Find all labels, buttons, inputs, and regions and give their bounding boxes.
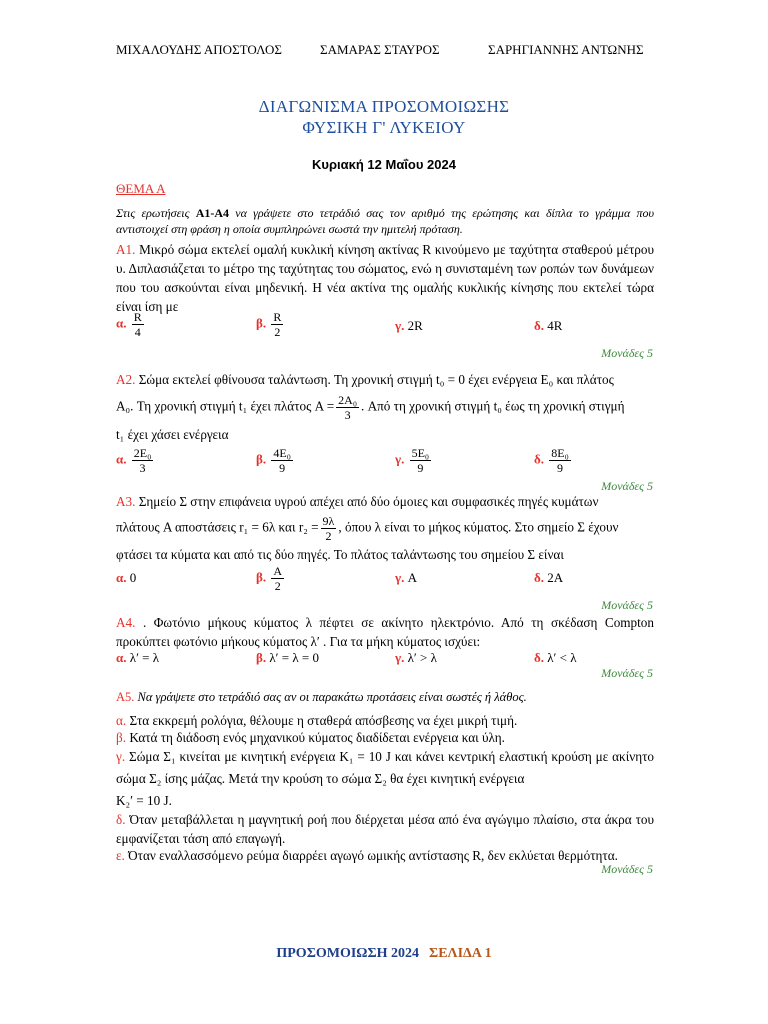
a2-option-b: β. $\frac{\text{4E₀}}{9}$ bbox=[256, 446, 291, 475]
page-footer bbox=[0, 946, 768, 962]
section-heading: ΘΕΜΑ Α bbox=[116, 181, 166, 196]
question-a2-line3: t₁ έχει χάσει ενέργεια bbox=[116, 427, 229, 442]
footer-title: ΠΡΟΣΟΜΟΙΩΣΗ 2024 bbox=[276, 946, 420, 961]
a5-item-b: β. Κατά τη διάδοση ενός μηχανικού κύματος διαδίδεται ενέργεια και ύλη. bbox=[116, 730, 505, 745]
a5-item-a: α. Στα εκκρεμή ρολόγια, θέλουμε η σταθερά απόσβεσης να έχει μικρή τιμή. bbox=[116, 713, 518, 728]
a1-option-d: δ. 4R bbox=[534, 318, 563, 333]
a3-option-b: β. $\frac{A}{2}$ bbox=[256, 564, 283, 593]
a5-item-d: δ. Όταν μεταβάλλεται η μαγνητική ροή που διέρχεται μέσα από ένα αγώγιμο πλαίσιο, στα άκρα του εμφανίζεται τάση από επαγωγή. bbox=[116, 812, 654, 846]
a3-option-c: γ. A bbox=[395, 570, 417, 585]
a1-option-b: β. $\frac{R}{2}$ bbox=[256, 310, 282, 339]
units-a5: Μονάδες 5 bbox=[601, 862, 653, 876]
footer-page: ΣΕΛΙΔΑ 1 bbox=[429, 946, 492, 961]
a2-option-a: α. $\frac{\text{2E₀}}{3}$ bbox=[116, 446, 152, 475]
question-a3-line1: Α3. Σημείο Σ στην επιφάνεια υγρού απέχει από δύο όμοιες και συμφασικές πηγές κυμάτων bbox=[116, 494, 599, 509]
question-a4: Α4. . Φωτόνιο μήκους κύματος λ πέφτει σε ακίνητο ηλεκτρόνιο. Από τη σκέδαση Compton προκύπτει φωτόνιο μήκους κύματος λ′ . Για τα μήκη κύματος ισχύει: bbox=[116, 615, 654, 649]
a2-option-c: γ. $\frac{\text{5E₀}}{9}$ bbox=[395, 446, 430, 475]
a4-option-b: β. λ′ = λ = 0 bbox=[256, 650, 319, 665]
author-1: ΜΙΧΑΛΟΥΔΗΣ ΑΠΟΣΤΟΛΟΣ bbox=[116, 42, 282, 57]
author-3: ΣΑΡΗΓΙΑΝΝΗΣ ΑΝΤΩΝΗΣ bbox=[488, 42, 644, 57]
question-a2-line2: A₀. Τη χρονική στιγμή t₁ έχει πλάτος A = $\frac{\text{2A₀}}{3}$ . Από τη χρονική στιγμή t₀ έως τη χρονική στιγμή bbox=[116, 393, 625, 422]
question-a5: Α5. Να γράψετε στο τετράδιό σας αν οι παρακάτω προτάσεις είναι σωστές ή λάθος. bbox=[116, 690, 527, 704]
a1-option-c: γ. 2R bbox=[395, 318, 423, 333]
units-a2: Μονάδες 5 bbox=[601, 479, 653, 493]
exam-title: ΔΙΑΓΩΝΙΣΜΑ ΠΡΟΣΟΜΟΙΩΣΗΣ bbox=[258, 97, 510, 116]
question-a2-line1: Α2. Σώμα εκτελεί φθίνουσα ταλάντωση. Τη χρονική στιγμή t₀ = 0 έχει ενέργεια E₀ και πλάτος bbox=[116, 372, 614, 387]
a2-option-d: δ. $\frac{\text{8E₀}}{9}$ bbox=[534, 446, 569, 475]
a4-option-c: γ. λ′ > λ bbox=[395, 650, 437, 665]
units-a3: Μονάδες 5 bbox=[601, 598, 653, 612]
question-a1: Α1. Μικρό σώμα εκτελεί ομαλή κυκλική κίνηση ακτίνας R κινούμενο με ταχύτητα σταθερού μέτρου υ. Διπλασιάζεται το μέτρο της ταχύτητας του σώματος, ενώ η συνισταμένη των ροπών των δυνάμεων που του ασκούνται είναι μηδενική. Η νέα ακτίνα της ομαλής κυκλικής κίνησης που εκτελεί τώρα είναι ίση με bbox=[116, 242, 654, 314]
question-a3-line3: φτάσει τα κύματα και από τις δύο πηγές. Το πλάτος ταλάντωσης του σημείου Σ είναι bbox=[116, 547, 564, 562]
question-a3-line2: πλάτους A αποστάσεις r₁ = 6λ και r₂ = $\frac{9\lambda}{2}$ , όπου λ είναι το μήκος κύματος. Στο σημείο Σ έχουν bbox=[116, 514, 619, 543]
author-2: ΣΑΜΑΡΑΣ ΣΤΑΥΡΟΣ bbox=[320, 42, 440, 57]
instructions: Στις ερωτήσεις Α1-Α4 να γράψετε στο τετράδιό σας τον αριθμό της ερώτησης και δίπλα το γράμμα που αντιστοιχεί στη φράση η οποία συμπληρώνει σωστά την ημιτελή πρόταση. bbox=[116, 206, 654, 236]
question-number: Α1. bbox=[116, 242, 136, 257]
units-a4: Μονάδες 5 bbox=[601, 666, 653, 680]
a3-option-a: α. 0 bbox=[116, 570, 137, 585]
units-a1: Μονάδες 5 bbox=[601, 346, 653, 360]
a5-item-c: γ. Σώμα Σ₁ κινείται με κινητική ενέργεια K₁ = 10 J και κάνει κεντρική ελαστική κρούση με ακίνητο σώμα Σ₂ ίσης μάζας. Μετά την κρούση το σώμα Σ₂ θα έχει κινητική ενέργεια bbox=[116, 749, 654, 786]
a5-item-e: ε. Όταν εναλλασσόμενο ρεύμα διαρρέει αγωγό ωμικής αντίστασης R, δεν εκλύεται θερμότητα. bbox=[116, 848, 618, 863]
a1-option-a: α. $\frac{R}{4}$ bbox=[116, 310, 142, 339]
exam-subject: ΦΥΣΙΚΗ Γ' ΛΥΚΕΙΟΥ bbox=[302, 118, 466, 137]
a4-option-d: δ. λ′ < λ bbox=[534, 650, 577, 665]
a5-item-c-continued: K₂′ = 10 J. bbox=[116, 793, 172, 808]
a3-option-d: δ. 2A bbox=[534, 570, 564, 585]
exam-date: Κυριακή 12 Μαΐου 2024 bbox=[312, 157, 456, 172]
a4-option-a: α. λ′ = λ bbox=[116, 650, 160, 665]
